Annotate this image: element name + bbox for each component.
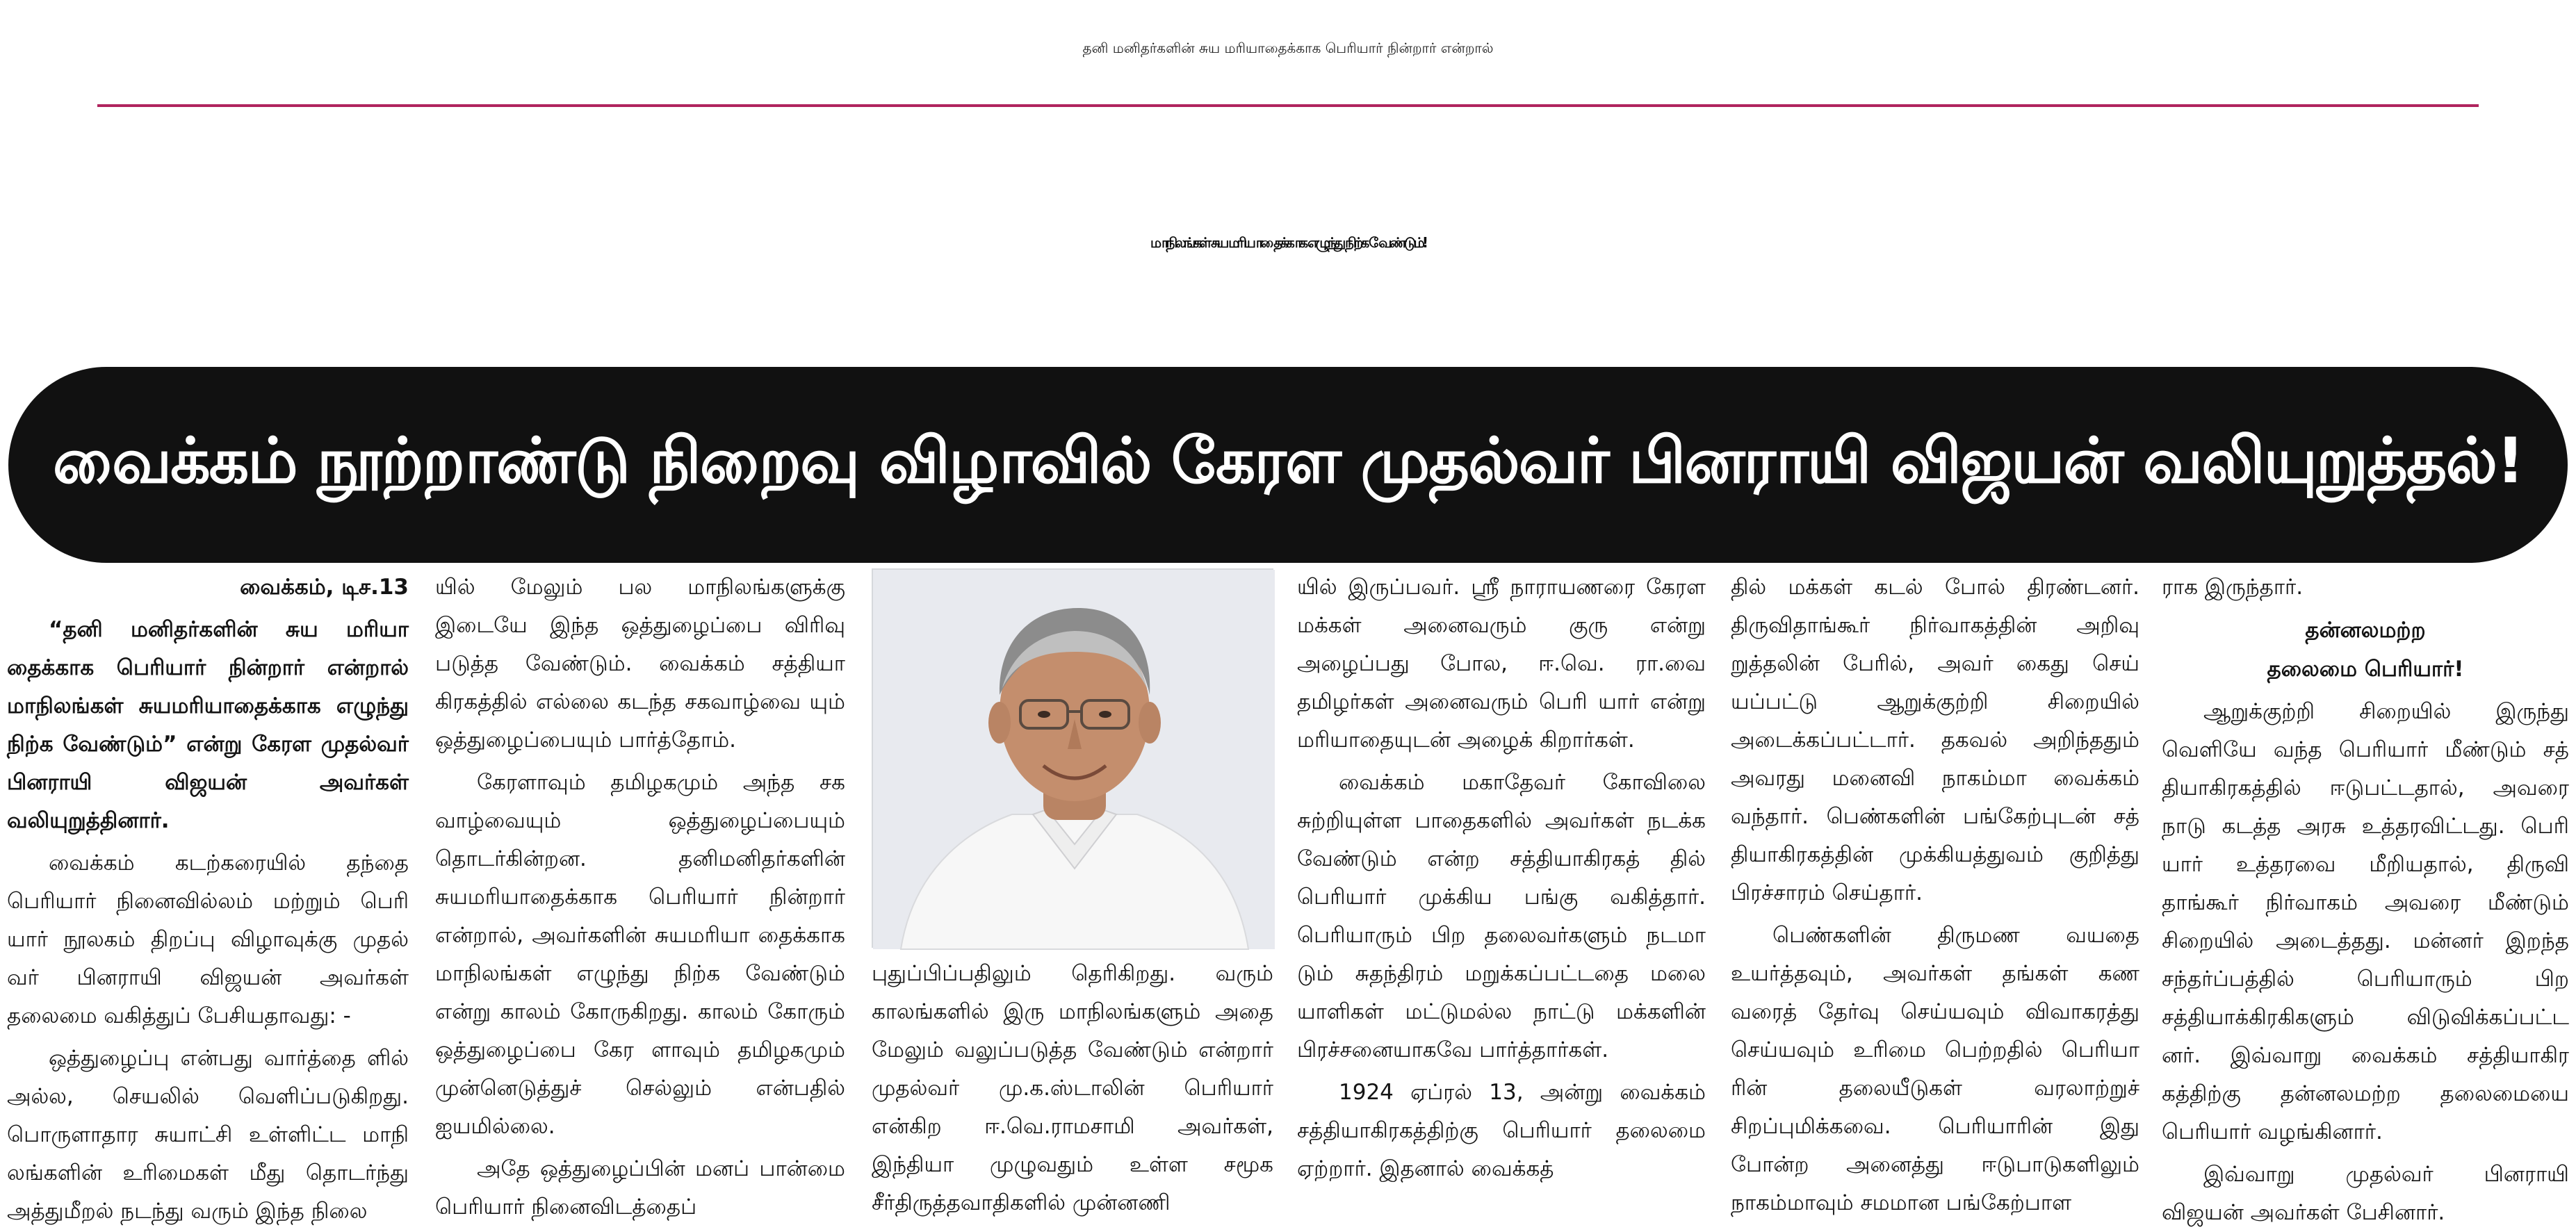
strap-banner: [8, 367, 2568, 563]
magenta-rule: [97, 104, 2479, 107]
article-column-4: [1297, 568, 1706, 1205]
paragraph: ஒத்துழைப்பு என்பது வார்த்தை ளில் அல்ல, செயலில் வெளிப்படுகிறது. பொருளாதார சுயாட்சி உள்ளிட்ட மாநி லங்களின் உரிமைகள் மீது தொடர்ந்து அத்துமீறல் நடந்து வரும் இந்த நிலை: [7, 1046, 409, 1224]
paragraph: யில் இருப்பவர். ஸ்ரீ நாராயணரை கேரள மக்கள் அனைவரும் குரு என்று அழைப்பது போல, ஈ.வெ. ரா.வை தமிழர்கள் அனைவரும் பெரி யார் என்று மரியாதையுடன் அழைக் கிறார்கள்.: [1297, 575, 1706, 753]
subheading-line-1: தன்னலமற்ற: [2305, 618, 2426, 643]
paragraph: இவ்வாறு முதல்வர் பினராயி விஜயன் அவர்கள் பேசினார்.: [2162, 1162, 2569, 1225]
paragraph: 1924 ஏப்ரல் 13, அன்று வைக்கம் சத்தியாகிரகத்திற்கு பெரியார் தலைமை ஏற்றார். இதனால் வைக்கத்: [1297, 1080, 1706, 1181]
paragraph: ராக இருந்தார்.: [2162, 575, 2304, 600]
kicker-headline: தனி மனிதர்களின் சுய மரியாதைக்காக பெரியார் நின்றார் என்றால்: [1082, 39, 1494, 56]
paragraph: அதே ஒத்துழைப்பின் மனப் பான்மை பெரியார் நினைவிடத்தைப்: [435, 1156, 845, 1219]
lead-paragraph: “தனி மனிதர்களின் சுய மரியா தைக்காக பெரியார் நின்றார் என்றால் மாநிலங்கள் சுயமரியாதைக்காக எழுந்து நிற்க வேண்டும்” என்று கேரள முதல்வர் பினராயி விஜயன் அவர்கள் வலியுறுத்தினார்.: [7, 617, 409, 833]
article-column-2: [435, 568, 845, 1219]
paragraph: தில் மக்கள் கடல் போல் திரண்டனர். திருவிதாங்கூர் நிர்வாகத்தின் அறிவு றுத்தலின் பேரில், அவர் கைது செய் யப்பட்டு ஆறுக்குற்றி சிறையில் அடைக்கப்பட்டார். தகவல் அறிந்ததும் அவரது மனைவி நாகம்மா வைக்கம் வந்தார். பெண்களின் பங்கேற்புடன் சத் தியாகிரகத்தின் முக்கியத்துவம் குறித்து பிரச்சாரம் செய்தார்.: [1731, 575, 2139, 905]
article-body: [0, 568, 2576, 1225]
article-column-1: [7, 568, 409, 1224]
subheading: [2162, 611, 2569, 689]
subheading-line-2: தலைமை பெரியார்!: [2267, 657, 2464, 682]
paragraph: வைக்கம் கடற்கரையில் தந்தை பெரியார் நினைவில்லம் மற்றும் பெரி யார் நூலகம் திறப்பு விழாவுக்கு முதல் வர் பினராயி விஜயன் அவர்கள் தலைமை வகித்துப் பேசியதாவது: -: [7, 851, 409, 1028]
article-column-5: [1731, 568, 2139, 1215]
paragraph: ஆறுக்குற்றி சிறையில் இருந்து வெளியே வந்த பெரியார் மீண்டும் சத் தியாகிரகத்தில் ஈடுபட்டதால், அவரை நாடு கடத்த அரசு உத்தரவிட்டது. பெரி யார் உத்தரவை மீறியதால், திருவி தாங்கூர் நிர்வாகம் அவரை மீண்டும் சிறையில் அடைத்தது. மன்னர் இறந்த சந்தர்ப்பத்தில் பெரியாரும் பிற சத்தியாக்கிரகிகளும் விடுவிக்கப்பட்ட னர். இவ்வாறு வைக்கம் சத்தியாகிர கத்திற்கு தன்னலமற்ற தலைமையை பெரியார் வழங்கினார்.: [2162, 699, 2569, 1144]
paragraph: கேரளாவும் தமிழகமும் அந்த சக வாழ்வையும் ஒத்துழைப்பையும் தொடர்கின்றன. தனிமனிதர்களின் சுயமரியாதைக்காக பெரியார் நின்றார் என்றால், அவர்களின் சுயமரியா தைக்காக மாநிலங்கள் எழுந்து நிற்க வேண்டும் என்று காலம் கோருகிறது. காலம் கோரும் ஒத்துழைப்பை கேர ளாவும் தமிழகமும் முன்னெடுத்துச் செல்லும் என்பதில் ஐயமில்லை.: [435, 770, 845, 1139]
strap-text: வைக்கம் நூற்றாண்டு நிறைவு விழாவில் கேரள முதல்வர் பினராயி விஜயன் வலியுறுத்தல்!: [52, 424, 2524, 498]
article-column-3: [872, 955, 1273, 1215]
paragraph: புதுப்பிப்பதிலும் தெரிகிறது. வரும் காலங்களில் இரு மாநிலங்களும் அதை மேலும் வலுப்படுத்த வேண்டும் என்றார் முதல்வர் மு.க.ஸ்டாலின் பெரியார் என்கிற ஈ.வெ.ராமசாமி அவர்கள், இந்தியா முழுவதும் உள்ள சமூக சீர்திருத்தவாதிகளில் முன்னணி: [872, 961, 1273, 1215]
paragraph: வைக்கம் மகாதேவர் கோவிலை சுற்றியுள்ள பாதைகளில் அவர்கள் நடக்க வேண்டும் என்ற சத்தியாகிரகத் தில் பெரியார் முக்கிய பங்கு வகித்தார். பெரியாரும் பிற தலைவர்களும் நடமா டும் சுதந்திரம் மறுக்கப்பட்டதை மலை யாளிகள் மட்டுமல்ல நாட்டு மக்களின் பிரச்சனையாகவே பார்த்தார்கள்.: [1297, 770, 1706, 1062]
paragraph: பெண்களின் திருமண வயதை உயர்த்தவும், அவர்கள் தங்கள் கண வரைத் தேர்வு செய்யவும் விவாகரத்து செய்யவும் உரிமை பெற்றதில் பெரியா ரின் தலையீடுகள் வரலாற்றுச் சிறப்புமிக்கவை. பெரியாரின் இது போன்ற அனைத்து ஈடுபாடுகளிலும் நாகம்மாவும் சமமான பங்கேற்பாள: [1731, 923, 2139, 1215]
article-column-6: [2162, 568, 2569, 1225]
dateline: வைக்கம், டிச.13: [240, 575, 409, 600]
paragraph: யில் மேலும் பல மாநிலங்களுக்கு இடையே இந்த ஒத்துழைப்பை விரிவு படுத்த வேண்டும். வைக்கம் சத்தியா கிரகத்தில் எல்லை கடந்த சகவாழ்வை யும் ஒத்துழைப்பையும் பார்த்தோம்.: [435, 575, 845, 753]
main-headline: மாநிலங்கள் சுய மரியாதைக்காக எழுந்து நிற்க வேண்டும்!: [1150, 233, 1426, 251]
